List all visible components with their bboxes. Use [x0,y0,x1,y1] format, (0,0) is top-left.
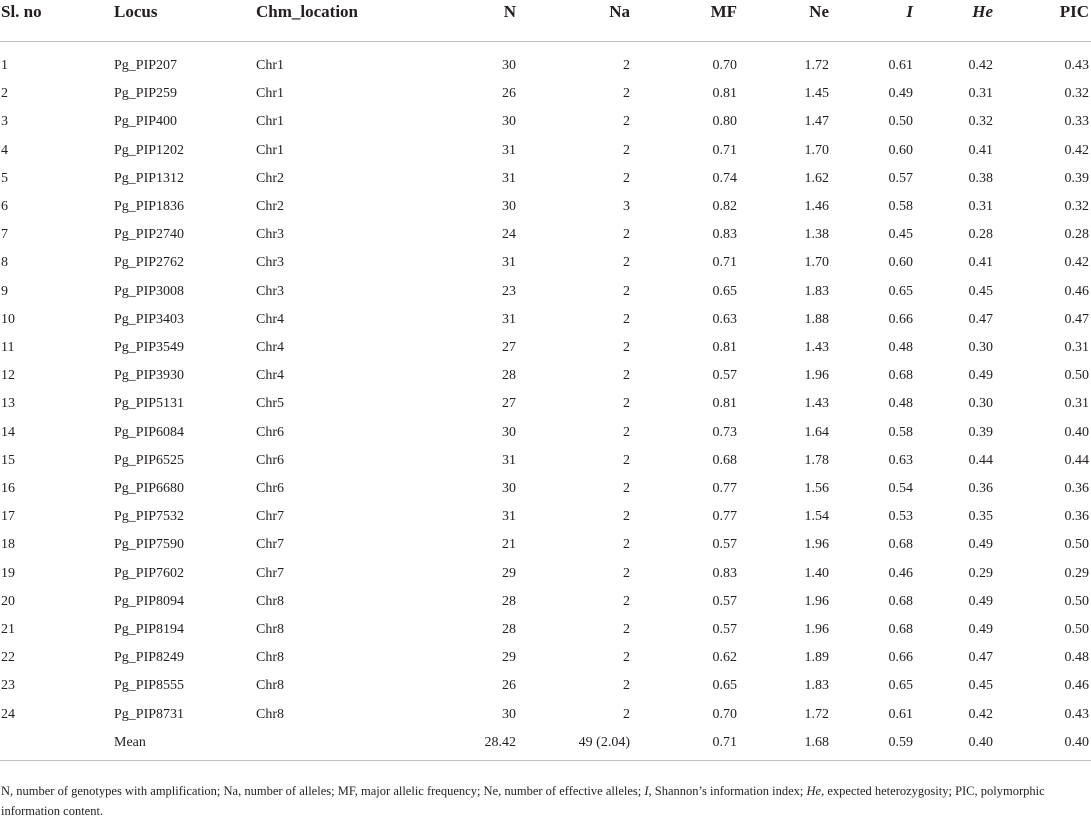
ne-cell: 1.46 [804,199,829,215]
i-cell: 0.60 [888,142,913,158]
locus-cell: Pg_PIP3930 [114,368,185,384]
locus-cell: Pg_PIP1836 [114,199,185,215]
i-cell: 0.68 [888,622,913,638]
table-row [0,475,1091,503]
na-cell: 2 [623,593,630,609]
na-cell: 2 [623,452,630,468]
mf-cell: 0.57 [712,537,737,553]
he-cell: 0.36 [968,481,993,497]
table-row [0,701,1091,729]
table-body [0,42,1091,761]
n-cell: 30 [502,199,516,215]
chm-location-cell: Chr8 [256,706,284,722]
pic-cell: 0.40 [1064,424,1089,440]
n-cell: 21 [502,537,516,553]
na-cell: 2 [623,340,630,356]
he-cell: 0.32 [968,114,993,130]
header-mf: MF [638,0,745,42]
slno-cell: 20 [1,593,15,609]
he-cell: 0.41 [968,255,993,271]
table-row [0,672,1091,700]
mf-cell: 0.68 [712,452,737,468]
he-cell: 0.49 [968,622,993,638]
ne-cell: 1.38 [804,227,829,243]
ne-cell: 1.54 [804,509,829,525]
i-cell: 0.58 [888,424,913,440]
he-cell: 0.42 [968,58,993,73]
na-cell: 2 [623,255,630,271]
n-cell: 30 [502,706,516,722]
slno-cell: 1 [1,58,8,73]
ne-cell: 1.83 [804,678,829,694]
locus-cell: Pg_PIP8731 [114,706,185,722]
he-cell: 0.42 [968,706,993,722]
pic-cell: 0.47 [1064,311,1089,327]
pic-cell: 0.36 [1064,481,1089,497]
table-row [0,80,1091,108]
slno-cell: 5 [1,170,8,186]
n-cell: 31 [502,142,516,158]
n-cell: 31 [502,452,516,468]
pic-cell: 0.50 [1064,537,1089,553]
he-cell: 0.49 [968,368,993,384]
locus-cell: Pg_PIP1312 [114,170,185,186]
mf-cell: 0.62 [712,650,737,666]
table-row [0,249,1091,277]
table-row [0,447,1091,475]
mf-cell: 0.73 [712,424,737,440]
mf-cell: 0.81 [712,396,737,412]
i-cell: 0.53 [888,509,913,525]
ne-cell: 1.83 [804,283,829,299]
mf-cell: 0.77 [712,509,737,525]
na-cell: 2 [623,170,630,186]
na-cell: 2 [623,227,630,243]
slno-cell: 10 [1,311,15,327]
table-row [0,306,1091,334]
ne-cell: 1.43 [804,396,829,412]
i-cell: 0.68 [888,368,913,384]
pic-cell: 0.32 [1064,86,1089,102]
slno-cell: 21 [1,622,15,638]
chm-location-cell: Chr4 [256,340,284,356]
header-i: I [837,0,919,42]
slno-cell: 16 [1,481,15,497]
header-locus: Locus [112,0,254,42]
table-header [0,0,1091,42]
pic-cell: 0.50 [1064,622,1089,638]
na-cell: 2 [623,706,630,722]
n-cell: 30 [502,114,516,130]
locus-cell: Pg_PIP6525 [114,452,185,468]
slno-cell: 15 [1,452,15,468]
slno-cell: 2 [1,86,8,102]
ne-cell: 1.96 [804,537,829,553]
i-cell: 0.63 [888,452,913,468]
he-cell: 0.49 [968,537,993,553]
n-cell: 28 [502,622,516,638]
header-na: Na [520,0,638,42]
ne-cell: 1.89 [804,650,829,666]
mf-cell: 0.65 [712,678,737,694]
chm-location-cell: Chr3 [256,227,284,243]
mf-cell: 0.57 [712,593,737,609]
pic-cell: 0.31 [1064,396,1089,412]
header-slno: Sl. no [0,0,112,42]
locus-cell: Pg_PIP207 [114,58,178,73]
table-row [0,531,1091,559]
locus-cell: Pg_PIP8094 [114,593,185,609]
table-row [0,334,1091,362]
ne-cell: 1.43 [804,340,829,356]
mf-cell: 0.57 [712,368,737,384]
mean-mf-cell: 0.71 [638,729,745,761]
he-cell: 0.49 [968,593,993,609]
locus-cell: Pg_PIP8194 [114,622,185,638]
table-row [0,221,1091,249]
na-cell: 2 [623,368,630,384]
table-row [0,278,1091,306]
chm-location-cell: Chr7 [256,565,284,581]
i-cell: 0.66 [888,311,913,327]
chm-location-cell: Chr2 [256,170,284,186]
chm-location-cell: Chr4 [256,311,284,327]
locus-cell: Pg_PIP7532 [114,509,185,525]
mf-cell: 0.80 [712,114,737,130]
na-cell: 2 [623,114,630,130]
na-cell: 3 [623,199,630,215]
i-cell: 0.65 [888,283,913,299]
header-row [0,0,1091,42]
n-cell: 30 [502,481,516,497]
ne-cell: 1.62 [804,170,829,186]
chm-location-cell: Chr4 [256,368,284,384]
chm-location-cell: Chr6 [256,481,284,497]
mf-cell: 0.74 [712,170,737,186]
ne-cell: 1.40 [804,565,829,581]
i-cell: 0.54 [888,481,913,497]
n-cell: 31 [502,311,516,327]
na-cell: 2 [623,622,630,638]
mf-cell: 0.71 [712,142,737,158]
mean-he-cell: 0.40 [919,729,1003,761]
mf-cell: 0.63 [712,311,737,327]
footnote-text: , Shannon’s information index; [648,784,807,798]
pic-cell: 0.42 [1064,255,1089,271]
i-cell: 0.45 [888,227,913,243]
chm-location-cell: Chr8 [256,622,284,638]
na-cell: 2 [623,565,630,581]
n-cell: 29 [502,650,516,666]
locus-cell: Pg_PIP1202 [114,142,185,158]
pic-cell: 0.43 [1064,706,1089,722]
footnote-italic-term: He [806,784,822,798]
i-cell: 0.68 [888,593,913,609]
header-n: N [426,0,520,42]
na-cell: 2 [623,142,630,158]
pic-cell: 0.29 [1064,565,1089,581]
table-row [0,165,1091,193]
pic-cell: 0.32 [1064,199,1089,215]
n-cell: 28 [502,593,516,609]
he-cell: 0.44 [968,452,993,468]
chm-location-cell: Chr5 [256,396,284,412]
pic-cell: 0.43 [1064,58,1089,73]
mf-cell: 0.81 [712,340,737,356]
he-cell: 0.38 [968,170,993,186]
i-cell: 0.65 [888,678,913,694]
slno-cell: 6 [1,199,8,215]
i-cell: 0.68 [888,537,913,553]
table-row [0,419,1091,447]
ne-cell: 1.78 [804,452,829,468]
na-cell: 2 [623,86,630,102]
ne-cell: 1.45 [804,86,829,102]
mean-ne-cell: 1.68 [745,729,837,761]
locus-cell: Pg_PIP7602 [114,565,185,581]
header-he: He [919,0,1003,42]
pic-cell: 0.50 [1064,368,1089,384]
chm-location-cell: Chr3 [256,255,284,271]
mf-cell: 0.83 [712,227,737,243]
chm-location-cell: Chr1 [256,142,284,158]
footnote-italic-term: I [644,784,649,798]
na-cell: 2 [623,424,630,440]
footnote-text: , expected heterozygosity; PIC, polymorphic information content. [1,784,1045,818]
mf-cell: 0.57 [712,622,737,638]
mf-cell: 0.83 [712,565,737,581]
locus-cell: Pg_PIP2762 [114,255,185,271]
chm-location-cell: Chr7 [256,537,284,553]
chm-location-cell: Chr6 [256,452,284,468]
i-cell: 0.58 [888,199,913,215]
pic-cell: 0.39 [1064,170,1089,186]
pic-cell: 0.50 [1064,593,1089,609]
locus-cell: Pg_PIP8555 [114,678,185,694]
n-cell: 27 [502,396,516,412]
table-row [0,588,1091,616]
ne-cell: 1.96 [804,368,829,384]
pic-cell: 0.46 [1064,678,1089,694]
mean-pic-cell: 0.40 [1003,729,1091,761]
locus-cell: Pg_PIP2740 [114,227,185,243]
locus-cell: Pg_PIP8249 [114,650,185,666]
na-cell: 2 [623,311,630,327]
he-cell: 0.41 [968,142,993,158]
header-chm-location: Chm_location [254,0,426,42]
i-cell: 0.57 [888,170,913,186]
table-row [0,362,1091,390]
ne-cell: 1.70 [804,255,829,271]
he-cell: 0.31 [968,86,993,102]
mean-label-cell: Mean [112,729,254,761]
chm-location-cell: Chr1 [256,114,284,130]
mean-slno-cell [0,729,112,761]
pic-cell: 0.42 [1064,142,1089,158]
he-cell: 0.35 [968,509,993,525]
mf-cell: 0.71 [712,255,737,271]
slno-cell: 9 [1,283,8,299]
n-cell: 30 [502,58,516,73]
he-cell: 0.47 [968,311,993,327]
chm-location-cell: Chr3 [256,283,284,299]
n-cell: 31 [502,509,516,525]
i-cell: 0.61 [888,58,913,73]
i-cell: 0.49 [888,86,913,102]
na-cell: 2 [623,481,630,497]
pic-cell: 0.28 [1064,227,1089,243]
locus-cell: Pg_PIP7590 [114,537,185,553]
locus-cell: Pg_PIP5131 [114,396,185,412]
ne-cell: 1.72 [804,706,829,722]
mean-na-cell: 49 (2.04) [520,729,638,761]
pic-cell: 0.33 [1064,114,1089,130]
n-cell: 31 [502,255,516,271]
table-row [0,560,1091,588]
n-cell: 27 [502,340,516,356]
locus-cell: Pg_PIP3549 [114,340,185,356]
slno-cell: 14 [1,424,15,440]
ne-cell: 1.96 [804,622,829,638]
n-cell: 29 [502,565,516,581]
pic-cell: 0.46 [1064,283,1089,299]
table-row [0,193,1091,221]
i-cell: 0.48 [888,396,913,412]
chm-location-cell: Chr6 [256,424,284,440]
n-cell: 23 [502,283,516,299]
pic-cell: 0.31 [1064,340,1089,356]
slno-cell: 7 [1,227,8,243]
chm-location-cell: Chr8 [256,678,284,694]
table-row [0,503,1091,531]
ne-cell: 1.56 [804,481,829,497]
table-row [0,108,1091,136]
he-cell: 0.47 [968,650,993,666]
mean-chm-cell [254,729,426,761]
i-cell: 0.50 [888,114,913,130]
i-cell: 0.61 [888,706,913,722]
chm-location-cell: Chr1 [256,58,284,73]
mean-i-cell: 0.59 [837,729,919,761]
mean-row [0,729,1091,761]
slno-cell: 12 [1,368,15,384]
table-row [0,390,1091,418]
mf-cell: 0.82 [712,199,737,215]
n-cell: 30 [502,424,516,440]
n-cell: 26 [502,86,516,102]
mean-n-cell: 28.42 [426,729,520,761]
i-cell: 0.66 [888,650,913,666]
ne-cell: 1.72 [804,58,829,73]
ne-cell: 1.64 [804,424,829,440]
chm-location-cell: Chr1 [256,86,284,102]
pic-cell: 0.36 [1064,509,1089,525]
chm-location-cell: Chr7 [256,509,284,525]
i-cell: 0.60 [888,255,913,271]
ne-cell: 1.47 [804,114,829,130]
pic-cell: 0.48 [1064,650,1089,666]
he-cell: 0.39 [968,424,993,440]
slno-cell: 24 [1,706,15,722]
na-cell: 2 [623,537,630,553]
mf-cell: 0.81 [712,86,737,102]
mf-cell: 0.65 [712,283,737,299]
footnote-text: N, number of genotypes with amplification; Na, number of alleles; MF, major allelic frequency; Ne, number of effective alleles; [1,784,645,798]
i-cell: 0.48 [888,340,913,356]
slno-cell: 11 [1,340,15,356]
ne-cell: 1.70 [804,142,829,158]
n-cell: 28 [502,368,516,384]
n-cell: 26 [502,678,516,694]
header-ne: Ne [745,0,837,42]
he-cell: 0.45 [968,283,993,299]
he-cell: 0.31 [968,199,993,215]
mf-cell: 0.70 [712,58,737,73]
na-cell: 2 [623,396,630,412]
chm-location-cell: Chr2 [256,199,284,215]
na-cell: 2 [623,678,630,694]
he-cell: 0.28 [968,227,993,243]
ne-cell: 1.96 [804,593,829,609]
chm-location-cell: Chr8 [256,650,284,666]
slno-cell: 13 [1,396,15,412]
locus-cell: Pg_PIP400 [114,114,178,130]
locus-cell: Pg_PIP3008 [114,283,185,299]
n-cell: 24 [502,227,516,243]
i-cell: 0.46 [888,565,913,581]
na-cell: 2 [623,509,630,525]
slno-cell: 8 [1,255,8,271]
slno-cell: 4 [1,142,8,158]
slno-cell: 3 [1,114,8,130]
slno-cell: 19 [1,565,15,581]
header-pic: PIC [1003,0,1091,42]
he-cell: 0.45 [968,678,993,694]
na-cell: 2 [623,58,630,73]
locus-cell: Pg_PIP6084 [114,424,185,440]
na-cell: 2 [623,650,630,666]
slno-cell: 22 [1,650,15,666]
locus-cell: Pg_PIP6680 [114,481,185,497]
slno-cell: 18 [1,537,15,553]
he-cell: 0.29 [968,565,993,581]
table-row [0,616,1091,644]
table-row [0,644,1091,672]
n-cell: 31 [502,170,516,186]
he-cell: 0.30 [968,340,993,356]
pic-cell: 0.44 [1064,452,1089,468]
mf-cell: 0.70 [712,706,737,722]
locus-cell: Pg_PIP259 [114,86,178,102]
table-footnote [1,781,1089,821]
mf-cell: 0.77 [712,481,737,497]
he-cell: 0.30 [968,396,993,412]
na-cell: 2 [623,283,630,299]
table-row [0,137,1091,165]
table-row [0,42,1091,81]
chm-location-cell: Chr8 [256,593,284,609]
ne-cell: 1.88 [804,311,829,327]
slno-cell: 23 [1,678,15,694]
locus-cell: Pg_PIP3403 [114,311,185,327]
slno-cell: 17 [1,509,15,525]
